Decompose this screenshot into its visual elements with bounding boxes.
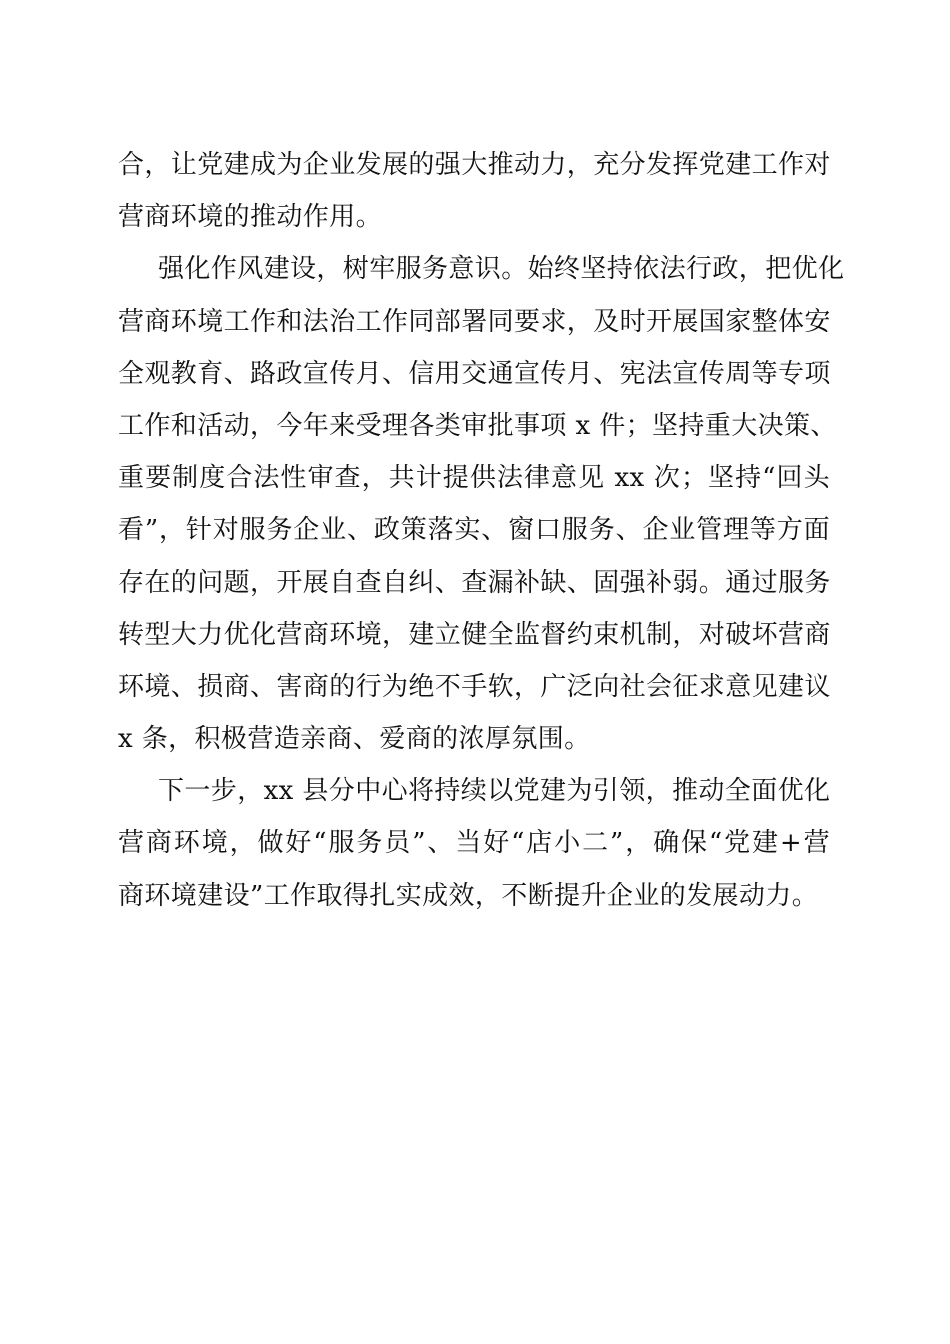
paragraph-line: 工作和活动，今年来受理各类审批事项 x 件；坚持重大决策、 (118, 410, 837, 441)
paragraph-line: 全观教育、路政宣传月、信用交通宣传月、宪法宣传周等专项 (118, 358, 831, 389)
paragraph-line: x 条，积极营造亲商、爱商的浓厚氛围。 (118, 724, 591, 755)
paragraph-line: 合，让党建成为企业发展的强大推动力，充分发挥党建工作对 (118, 150, 831, 180)
paragraph-line: 重要制度合法性审查，共计提供法律意见 xx 次；坚持“回头 (118, 463, 830, 494)
paragraph-line: 环境、损商、害商的行为绝不手软，广泛向社会征求意见建议 (118, 671, 831, 702)
paragraph-line: 强化作风建设，树牢服务意识。始终坚持依法行政，把优化 (158, 254, 845, 285)
paragraph-line: 营商环境，做好“服务员”、当好“店小二”，确保“党建+营 (118, 828, 830, 859)
paragraph-line: 转型大力优化营商环境，建立健全监督约束机制，对破坏营商 (118, 619, 831, 650)
paragraph-line: 商环境建设”工作取得扎实成效，不断提升企业的发展动力。 (118, 880, 819, 911)
paragraph-line: 营商环境的推动作用。 (118, 202, 383, 233)
paragraph-line: 下一步，xx 县分中心将持续以党建为引领，推动全面优化 (158, 776, 831, 807)
paragraph-line: 看”，针对服务企业、政策落实、窗口服务、企业管理等方面 (118, 515, 830, 546)
paragraph-line: 营商环境工作和法治工作同部署同要求，及时开展国家整体安 (118, 306, 831, 337)
paragraph-line: 存在的问题，开展自查自纠、查漏补缺、固强补弱。通过服务 (118, 567, 831, 598)
document-body (118, 139, 845, 922)
